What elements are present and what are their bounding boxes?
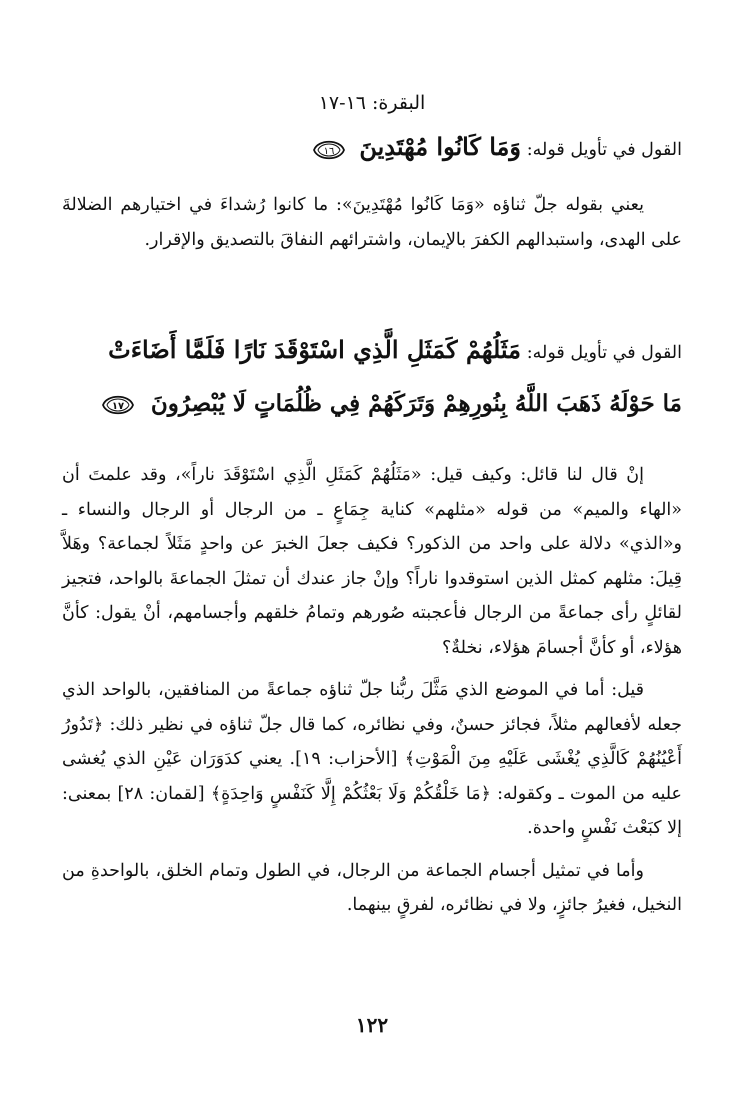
book-page (62, 0, 682, 1097)
running-header: البقرة: ١٦-١٧ (318, 92, 426, 114)
paragraph: قيل: أما في الموضع الذي مَثَّلَ ربُّنا جلّ ثناؤه جماعةً من المنافقين، بالواحد الذي جعله لأفعالهم مثلاً، فجائز حسنٌ، وفي نظائره، كما قال جلّ ثناؤه في نظير ذلك: ﴿تَدُورُ أَعْيُنُهُمْ كَالَّذِي يُغْشَى عَلَيْهِ مِنَ الْمَوْتِ﴾ [الأحزاب: ١٩]. يعني كدَوَرَان عَيْنِ الذي يُغشى عليه من الموت ـ وكقوله: ﴿مَا خَلْقُكُمْ وَلَا بَعْثُكُمْ إِلَّا كَنَفْسٍ وَاحِدَةٍ﴾ [لقمان: ٢٨] بمعنى: إلا كبَعْث نَفْسٍ واحدة. (62, 680, 682, 838)
ayah-number: ١٦ (323, 146, 334, 157)
section1-body (62, 188, 682, 257)
paragraph: وأما في تمثيل أجسام الجماعة من الرجال، في الطول وتمام الخلق، بالواحدةِ من النخيل، فغيرُ جائزٍ، ولا في نظائره، لفرقٍ بينهما. (62, 860, 682, 915)
paragraph: يعني بقوله جلّ ثناؤه «وَمَا كَانُوا مُهْتَدِينَ»: ما كانوا رُشداءَ في اختيارهم الضلالةَ على الهدى، واستبدالهم الكفرَ بالإيمان، واشترائهم النفاقَ بالتصديق والإقرار. (62, 195, 682, 250)
heading-label: القول في تأويل قوله: (526, 140, 682, 160)
quran-verse-line-1: مَثَلُهُمْ كَمَثَلِ الَّذِي اسْتَوْقَدَ نَارًا فَلَمَّا أَضَاءَتْ (108, 335, 522, 364)
ayah-number: ١٧ (111, 401, 124, 412)
quran-verse-line-2-row (62, 380, 682, 428)
quran-verse: وَمَا كَانُوا مُهْتَدِينَ (359, 132, 522, 161)
section-heading-1 (62, 132, 682, 163)
section2-body (62, 458, 682, 923)
quran-verse-line-2: مَا حَوْلَهُ ذَهَبَ اللَّهُ بِنُورِهِمْ وَتَرَكَهُمْ فِي ظُلُمَاتٍ لَا يُبْصِرُونَ (150, 390, 682, 417)
ayah-number-mark (312, 137, 346, 163)
paragraph: إنْ قال لنا قائل: وكيف قيل: «مَثَلُهُمْ كَمَثَلِ الَّذِي اسْتَوْقَدَ ناراً»، وقد علمتَ أن «الهاء والميم» من قوله «مثلهم» كناية جِمَاعٍ ـ من الرجال أو الرجال والنساء ـ و«الذي» دلالة على واحد من الذكور؟ فكيف جعلَ الخبرَ عن واحدٍ مَثَلاً لجماعة؟ وهَلاَّ قِيلَ: مثلهم كمثل الذين استوقدوا ناراً؟ وإنْ جاز عندك أن تمثلَ الجماعةَ بالواحد، فتجيز لقائلٍ رأى جماعةً من الرجال فأعجبته صُورهم وتمامُ خلقهم وأجسامهم، أنْ يقول: كأنَّ هؤلاء، أو كأنَّ أجسامَ هؤلاء، نخلةٌ؟ (62, 465, 682, 658)
page-number: ١٢٢ (355, 1013, 389, 1037)
section-heading-2 (62, 335, 682, 364)
heading-label: القول في تأويل قوله: (526, 343, 682, 363)
ayah-number-mark (101, 392, 135, 418)
